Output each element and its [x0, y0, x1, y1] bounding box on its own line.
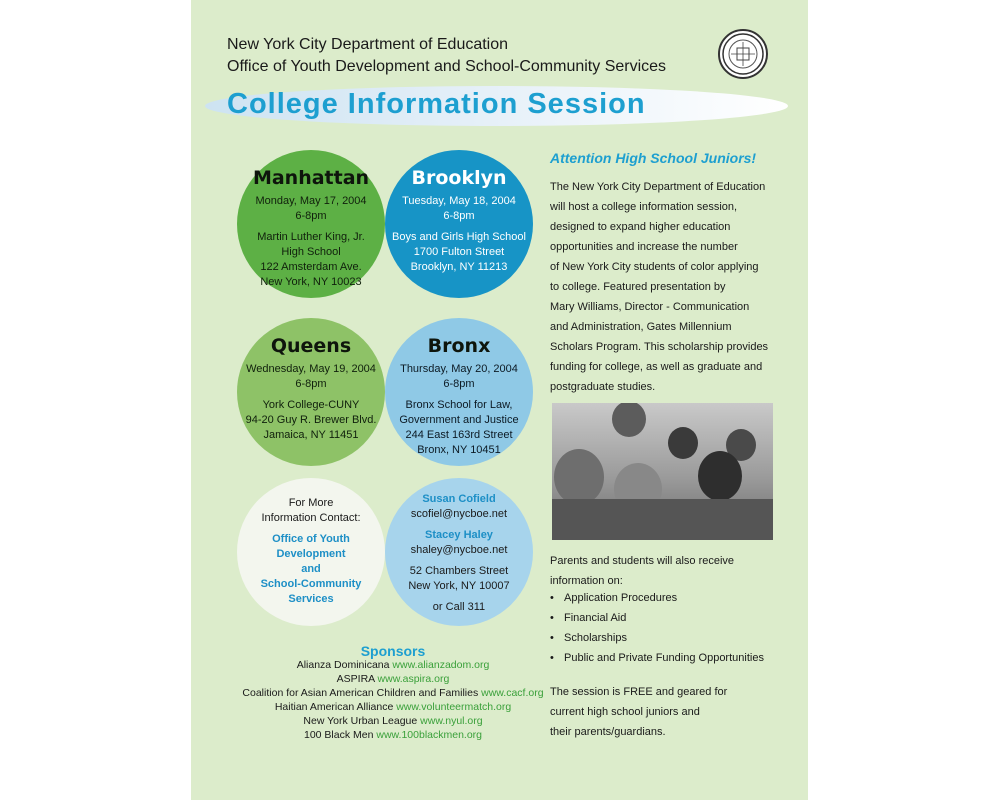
- borough-name: Queens: [270, 335, 352, 357]
- topic-item: • Financial Aid: [550, 608, 790, 628]
- sponsor-row: [191, 673, 595, 685]
- paragraph-line: to college. Featured presentation by: [550, 281, 726, 293]
- contact-intro: Information Contact:: [261, 512, 361, 524]
- paragraph-line: postgraduate studies.: [550, 381, 656, 393]
- paragraph-line: of New York City students of color applying: [550, 261, 759, 273]
- session-time: 6-8pm: [443, 378, 475, 390]
- address-line: 122 Amsterdam Ave.: [260, 261, 362, 273]
- address-line: Jamaica, NY 11451: [263, 429, 359, 441]
- topic-item: • Scholarships: [550, 628, 790, 648]
- topic-item: • Application Procedures: [550, 588, 790, 608]
- sponsor-name: New York Urban League: [303, 715, 418, 727]
- closing-line: current high school juniors and: [550, 706, 700, 718]
- session-circle-brooklyn: [385, 150, 533, 298]
- nyc-seal-logo: [718, 29, 768, 79]
- contact-name: Susan Cofield: [422, 493, 496, 505]
- sponsor-name: Coalition for Asian American Children and Families: [242, 687, 479, 699]
- sponsor-link[interactable]: www.nyul.org: [420, 715, 483, 727]
- header-line-2: Office of Youth Development and School-Community Services: [227, 58, 667, 75]
- office-name: Development: [276, 548, 346, 560]
- venue-line: Bronx School for Law,: [405, 399, 513, 411]
- venue-line: High School: [281, 246, 341, 258]
- sponsor-row: [191, 687, 595, 699]
- paragraph-line: designed to expand higher education: [550, 221, 731, 233]
- venue-line: Government and Justice: [399, 414, 519, 426]
- contact-call: or Call 311: [432, 601, 486, 613]
- sponsor-link[interactable]: www.100blackmen.org: [376, 729, 483, 741]
- borough-name: Manhattan: [252, 167, 370, 189]
- office-name: School-Community: [260, 578, 362, 590]
- sponsor-row: [191, 659, 595, 671]
- borough-name: Bronx: [427, 335, 491, 357]
- contact-address: New York, NY 10007: [408, 580, 510, 592]
- office-name: Services: [288, 593, 334, 605]
- session-time: 6-8pm: [295, 210, 327, 222]
- closing-paragraph: [550, 682, 790, 742]
- topic-item: • Public and Private Funding Opportunities: [550, 648, 790, 668]
- address-line: 94-20 Guy R. Brewer Blvd.: [245, 414, 377, 426]
- sponsor-row: [191, 729, 595, 741]
- borough-name: Brooklyn: [411, 167, 507, 189]
- session-time: 6-8pm: [295, 378, 327, 390]
- topics-list: [550, 588, 790, 668]
- contact-intro: For More: [288, 497, 334, 509]
- attention-paragraph: [550, 177, 790, 397]
- receive-line: Parents and students will also receive: [550, 555, 735, 567]
- sponsors-heading: Sponsors: [360, 643, 426, 659]
- session-date: Tuesday, May 18, 2004: [402, 195, 516, 207]
- paragraph-line: Mary Williams, Director - Communication: [550, 301, 750, 313]
- venue-line: York College-CUNY: [262, 399, 360, 411]
- contact-people-circle: [385, 478, 533, 626]
- receive-line: information on:: [550, 575, 623, 587]
- session-date: Thursday, May 20, 2004: [400, 363, 518, 375]
- sponsor-link[interactable]: www.alianzadom.org: [392, 659, 490, 671]
- sponsor-name: Haitian American Alliance: [274, 701, 394, 713]
- session-circle-queens: [237, 318, 385, 466]
- contact-name: Stacey Haley: [425, 529, 493, 541]
- address-line: New York, NY 10023: [260, 276, 362, 288]
- paragraph-line: and Administration, Gates Millennium: [550, 321, 732, 333]
- office-name: and: [301, 563, 321, 575]
- sponsor-name: ASPIRA: [336, 673, 375, 685]
- sponsor-row: [191, 701, 595, 713]
- attention-heading: Attention High School Juniors!: [550, 150, 757, 166]
- venue-line: Boys and Girls High School: [392, 231, 526, 243]
- receive-intro: [550, 551, 790, 591]
- flyer: [191, 0, 808, 800]
- contact-email[interactable]: shaley@nycboe.net: [410, 544, 508, 556]
- sponsor-row: [191, 715, 595, 727]
- office-name: Office of Youth: [272, 533, 350, 545]
- sponsor-link[interactable]: www.cacf.org: [481, 687, 544, 699]
- venue-line: Martin Luther King, Jr.: [257, 231, 365, 243]
- session-time: 6-8pm: [443, 210, 475, 222]
- sponsor-link[interactable]: www.volunteermatch.org: [396, 701, 512, 713]
- paragraph-line: Scholars Program. This scholarship provides: [550, 341, 769, 353]
- address-line: 244 East 163rd Street: [405, 429, 513, 441]
- session-date: Wednesday, May 19, 2004: [246, 363, 376, 375]
- paragraph-line: funding for college, as well as graduate and: [550, 361, 763, 373]
- contact-info-circle: [237, 478, 385, 626]
- paragraph-line: The New York City Department of Education: [550, 181, 766, 193]
- session-circle-bronx: [385, 318, 533, 466]
- header-line-1: New York City Department of Education: [227, 36, 509, 53]
- closing-line: The session is FREE and geared for: [550, 686, 728, 698]
- address-line: Bronx, NY 10451: [417, 444, 501, 456]
- session-date: Monday, May 17, 2004: [255, 195, 367, 207]
- paragraph-line: will host a college information session,: [550, 201, 738, 213]
- session-circle-manhattan: [237, 150, 385, 298]
- contact-address: 52 Chambers Street: [409, 565, 509, 577]
- page-title: College Information Session: [227, 88, 646, 120]
- address-line: Brooklyn, NY 11213: [410, 261, 508, 273]
- contact-email[interactable]: scofiel@nycboe.net: [410, 508, 508, 520]
- paragraph-line: opportunities and increase the number: [550, 241, 738, 253]
- sponsor-name: Alianza Dominicana: [296, 659, 390, 671]
- sponsor-link[interactable]: www.aspira.org: [377, 673, 450, 685]
- sponsor-name: 100 Black Men: [303, 729, 374, 741]
- address-line: 1700 Fulton Street: [413, 246, 505, 258]
- closing-line: their parents/guardians.: [550, 726, 666, 738]
- students-photo: [552, 403, 773, 540]
